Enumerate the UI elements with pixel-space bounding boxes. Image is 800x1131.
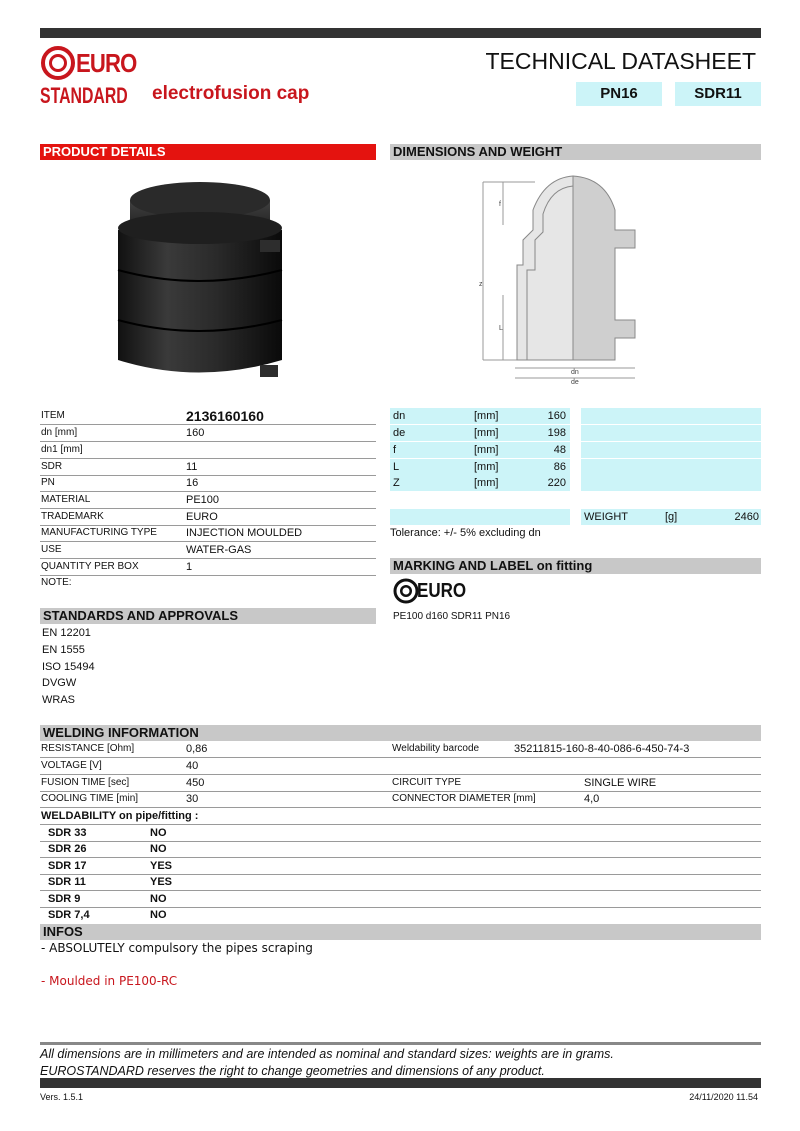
sdr-value: YES [150, 876, 173, 888]
row-item [40, 408, 376, 425]
weldability-row [40, 841, 761, 858]
footer-note [40, 1046, 614, 1080]
weldability-row [40, 891, 761, 908]
sdr-value: NO [150, 909, 167, 921]
version: Vers. 1.5.1 [40, 1092, 84, 1102]
row-value: 11 [186, 461, 198, 473]
sdr-value: NO [150, 843, 167, 855]
row-label: PN [41, 477, 55, 488]
row-value: EURO [186, 511, 218, 523]
dim-value: 198 [547, 427, 566, 439]
weight-label: WEIGHT [584, 511, 628, 523]
row-label: SDR [41, 461, 63, 472]
standard-item: EN 12201 [42, 627, 91, 639]
welding-row [40, 775, 761, 792]
drawing-label-de: de [571, 379, 579, 386]
drawing-label-f: f [499, 201, 501, 208]
weld-value: 30 [186, 793, 199, 805]
section-infos: INFOS [40, 924, 761, 940]
sdr-value: NO [150, 827, 167, 839]
row-value: INJECTION MOULDED [186, 527, 303, 539]
row-sdr [40, 459, 376, 476]
weld-value: 0,86 [186, 743, 208, 755]
weight-unit: [g] [665, 511, 678, 523]
dim-row-l [390, 459, 570, 476]
info-line: - ABSOLUTELY compulsory the pipes scraping [41, 941, 313, 955]
weldability-title-text: WELDABILITY on pipe/fitting : [41, 810, 199, 822]
dimension-drawing [475, 170, 665, 392]
dim-right-cell [581, 442, 761, 459]
weld-label: Weldability barcode [392, 743, 480, 754]
dim-right-cell [581, 459, 761, 476]
dim-value: 220 [547, 477, 566, 489]
row-label: dn1 [mm] [41, 444, 83, 455]
marking-ring-icon [393, 578, 419, 604]
bottom-bar [40, 1078, 761, 1088]
product-name: electrofusion cap [152, 83, 310, 104]
circuit-type: SINGLE WIRE [584, 777, 657, 789]
row-manufacturing-type [40, 525, 376, 542]
dim-unit: [mm] [474, 410, 499, 422]
dim-right-cell [581, 408, 761, 425]
section-product-details: PRODUCT DETAILS [40, 144, 376, 160]
footer-note-line: EUROSTANDARD reserves the right to change geometries and dimensions of any product. [40, 1064, 545, 1078]
marking-logo-text: EURO [417, 580, 467, 602]
row-label: MANUFACTURING TYPE [41, 527, 157, 538]
weldability-row [40, 907, 761, 924]
row-label: TRADEMARK [41, 511, 104, 522]
row-value: 16 [186, 477, 199, 489]
sdr-value: NO [150, 893, 167, 905]
sdr-label: SDR 11 [48, 876, 86, 888]
footer-note-line: All dimensions are in millimeters and are intended as nominal and standard sizes: weights are in grams. [40, 1047, 614, 1061]
logo-ring-icon [40, 46, 80, 80]
dim-row-dn [390, 408, 570, 425]
product-image [100, 170, 300, 390]
connector-diameter: 4,0 [584, 793, 600, 805]
dim-row-f [390, 442, 570, 459]
print-date: 24/11/2020 11.54 [689, 1092, 758, 1102]
weld-label: COOLING TIME [min] [41, 793, 139, 804]
row-dn1 [40, 442, 376, 459]
eurostandard-logo [40, 46, 136, 112]
section-dimensions-weight: DIMENSIONS AND WEIGHT [390, 144, 761, 160]
sdr-label: SDR 26 [48, 843, 87, 855]
sdr-label: SDR 33 [48, 827, 87, 839]
dim-unit: [mm] [474, 427, 499, 439]
dim-value: 48 [553, 444, 566, 456]
dim-value: 160 [547, 410, 566, 422]
weld-label: CONNECTOR DIAMETER [mm] [392, 793, 536, 804]
row-label: QUANTITY PER BOX [41, 561, 139, 572]
standard-item: ISO 15494 [42, 660, 95, 673]
weld-label: FUSION TIME [sec] [41, 777, 130, 788]
standard-item: EN 1555 [42, 643, 85, 656]
row-note [40, 575, 376, 592]
drawing-label-z: z [479, 281, 483, 288]
section-standards: STANDARDS AND APPROVALS [40, 608, 376, 624]
doc-title: TECHNICAL DATASHEET [485, 48, 756, 74]
weight-row [581, 509, 761, 526]
dim-value: 86 [553, 461, 566, 473]
sdr-value: YES [150, 860, 173, 872]
marking-logo [393, 578, 465, 604]
standard-item: WRAS [42, 694, 75, 707]
weight-value: 2460 [734, 511, 759, 523]
weldability-row [40, 858, 761, 875]
weld-label: CIRCUIT TYPE [392, 777, 462, 788]
dim-row-blank [390, 509, 570, 526]
dim-right-cell [581, 475, 761, 492]
row-trademark [40, 509, 376, 526]
dim-right-cell [581, 425, 761, 442]
row-value: WATER-GAS [186, 544, 252, 556]
top-bar [40, 28, 761, 38]
logo-euro-text: EURO [76, 48, 137, 78]
weldability-row [40, 874, 761, 891]
tolerance-note: Tolerance: +/- 5% excluding dn [390, 527, 541, 539]
row-label: USE [41, 544, 62, 555]
standard-item: DVGW [42, 677, 77, 690]
section-welding: WELDING INFORMATION [40, 725, 761, 741]
row-value: 1 [186, 561, 193, 573]
row-pn [40, 475, 376, 492]
logo-standard-text: STANDARD [40, 83, 128, 108]
row-label: MATERIAL [41, 494, 91, 505]
dim-unit: [mm] [474, 477, 499, 489]
row-label: dn [mm] [41, 427, 78, 438]
weldability-row [40, 825, 761, 842]
weld-value: 40 [186, 760, 199, 772]
dim-label: L [393, 461, 400, 473]
drawing-label-dn: dn [571, 369, 579, 376]
badge-pn: PN16 [576, 82, 662, 106]
info-line-highlight: - Moulded in PE100-RC [41, 974, 178, 988]
dim-label: f [393, 444, 397, 456]
row-label: NOTE: [41, 577, 72, 588]
standards-list [42, 625, 95, 709]
dim-label: de [393, 427, 406, 439]
row-dn [40, 425, 376, 442]
sdr-label: SDR 17 [48, 860, 87, 872]
row-quantity-per-box [40, 559, 376, 576]
dim-unit: [mm] [474, 461, 499, 473]
row-value: PE100 [186, 494, 220, 506]
row-material [40, 492, 376, 509]
sdr-label: SDR 9 [48, 893, 81, 905]
weld-label: VOLTAGE [V] [41, 760, 102, 771]
item-code: 2136160160 [186, 408, 264, 424]
footer-divider [40, 1042, 761, 1045]
welding-row [40, 791, 761, 808]
row-use [40, 542, 376, 559]
sdr-label: SDR 7,4 [48, 909, 90, 921]
dim-label: Z [393, 477, 400, 489]
welding-row [40, 758, 761, 775]
welding-row [40, 741, 761, 758]
dim-row-de [390, 425, 570, 442]
dim-unit: [mm] [474, 444, 499, 456]
row-label: ITEM [41, 410, 65, 421]
drawing-label-l: L [499, 325, 503, 332]
weld-label: RESISTANCE [Ohm] [41, 743, 135, 754]
weld-value: 450 [186, 777, 205, 789]
dim-label: dn [393, 410, 406, 422]
badge-sdr: SDR11 [675, 82, 761, 106]
weldability-title [40, 808, 761, 825]
weld-barcode: 35211815-160-8-40-086-6-450-74-3 [514, 743, 690, 755]
section-marking: MARKING AND LABEL on fitting [390, 558, 761, 574]
dim-row-z [390, 475, 570, 492]
row-value: 160 [186, 427, 205, 439]
marking-text: PE100 d160 SDR11 PN16 [393, 611, 511, 622]
